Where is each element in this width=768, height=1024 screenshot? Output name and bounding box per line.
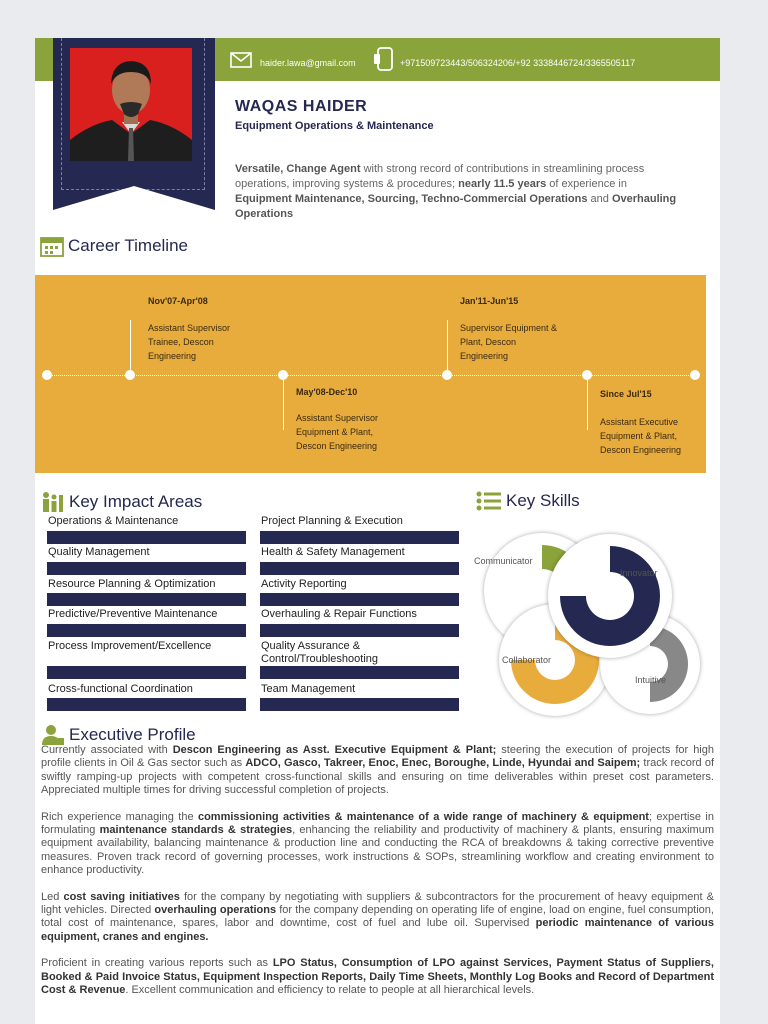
timeline-date-2: May'08-Dec'10 xyxy=(296,387,358,397)
timeline-date-4: Since Jul'15 xyxy=(600,389,652,399)
impact-area-bar xyxy=(260,593,459,606)
impact-area-label: Resource Planning & Optimization xyxy=(48,578,216,590)
impact-area-label: Activity Reporting xyxy=(261,578,347,590)
impact-area-label: Quality Management xyxy=(48,546,150,558)
impact-area-bar xyxy=(47,593,246,606)
candidate-title: Equipment Operations & Maintenance xyxy=(235,120,434,132)
impact-area-label: Cross-functional Coordination xyxy=(48,683,193,695)
profile-paragraph-4: Proficient in creating various reports such as LPO Status, Consumption of LPO against Services, Payment Status of Suppliers, Booked & Paid Invoice Status, Equipment Inspection Reports, Daily Time Sheets, Monthly Log Books and Record of Department Cost & Revenue. Excellent communication and efficiency to relate to people at all hierarchical levels. xyxy=(41,957,714,997)
timeline-date-1: Nov'07-Apr'08 xyxy=(148,296,208,306)
people-chart-icon xyxy=(41,491,65,513)
profile-paragraph-2: Rich experience managing the commissioning activities & maintenance of a wide range of machinery & equipment; expertise in formulating maintenance standards & strategies, enhancing the reliability and productivity of machinery & plants, ensuring maximum equipment availability, balancing maintenance & production line and conducting the RCA of breakdowns & taking corrective preventive measures. Proven track record of governing processes, work instructions & SOPs, streamlining workflow and creating environment to enhance productivity. xyxy=(41,810,714,877)
impact-area-label: Health & Safety Management xyxy=(261,546,405,558)
email-text[interactable]: haider.lawa@gmail.com xyxy=(260,58,356,68)
impact-area-label: Team Management xyxy=(261,683,356,695)
impact-area-bar xyxy=(260,698,459,711)
profile-ribbon xyxy=(53,38,215,210)
impact-area-bar xyxy=(47,624,246,637)
key-impact-heading: Key Impact Areas xyxy=(41,491,202,513)
profile-photo xyxy=(70,48,192,161)
career-timeline xyxy=(35,275,706,473)
impact-area-label: Operations & Maintenance xyxy=(48,515,179,527)
skill-arc xyxy=(560,546,660,646)
skill-donut-innovator xyxy=(548,534,672,658)
list-icon xyxy=(476,491,502,511)
impact-area-label: Project Planning & Execution xyxy=(261,515,403,527)
impact-area-label: Overhauling & Repair Functions xyxy=(261,608,417,620)
phone-icon xyxy=(372,46,396,72)
impact-area-bar xyxy=(260,624,459,637)
profile-paragraph-3: Led cost saving initiatives for the company by negotiating with suppliers & subcontractors for the procurement of heavy equipment & light vehicles. Directed overhauling operations for the company depending on operating life of engine, load on engine, fuel consumption, total cost of maintenance, spares, labor and downtime, cost of fuel and lube oil. Supervised periodic maintenance of various equipment, cranes and engines. xyxy=(41,890,715,943)
impact-area-bar xyxy=(260,562,459,575)
skill-label: Communicator xyxy=(474,556,533,566)
impact-area-bar xyxy=(260,531,459,544)
skill-label: Collaborator xyxy=(502,655,552,665)
executive-profile-heading: Executive Profile xyxy=(41,724,196,746)
impact-area-bar xyxy=(47,531,246,544)
impact-area-label: Predictive/Preventive Maintenance xyxy=(48,608,218,620)
candidate-name: WAQAS HAIDER xyxy=(235,98,368,115)
summary-text: Versatile, Change Agent with strong record of contributions in streamlining process operations, improving systems & procedures; nearly 11.5 years of experience in Equipment Maintenance, Sourcing, Techno-Commercial Operations and Overhauling Operations xyxy=(235,163,677,220)
timeline-role-4: Assistant Executive Equipment & Plant, Descon Engineering xyxy=(600,417,682,455)
timeline-date-3: Jan'11-Jun'15 xyxy=(460,296,519,306)
person-icon xyxy=(41,724,65,746)
career-timeline-heading: Career Timeline xyxy=(40,235,188,257)
phone-text: +971509723443/506324206/+92 3338446724/3365505117 xyxy=(400,58,636,68)
impact-area-bar xyxy=(47,666,246,679)
impact-area-bar xyxy=(47,698,246,711)
timeline-role-3: Supervisor Equipment & Plant, Descon Engineering xyxy=(460,323,558,361)
impact-area-bar xyxy=(260,666,459,679)
impact-area-label: Quality Assurance & Control/Troubleshooting xyxy=(261,640,378,665)
skill-label: Intuitive xyxy=(635,675,667,685)
profile-paragraph-1: Currently associated with Descon Engineering as Asst. Executive Equipment & Plant; steering the execution of projects for high profile clients in Oil & Gas sector such as ADCO, Gasco, Takreer, Enoc, Enec, Boroughe, Linde, Hyundai and Saipem; track record of swiftly ramping-up projects with competent cross-functional skills and ensuring on time deliverables within preset cost parameters. Appreciated multiple times for driving successful completion of projects. xyxy=(41,744,715,797)
impact-area-label: Process Improvement/Excellence xyxy=(48,640,212,652)
resume-page xyxy=(35,38,720,1024)
impact-area-bar xyxy=(47,562,246,575)
skill-label: Innovator xyxy=(620,568,658,578)
timeline-role-1: Assistant Supervisor Trainee, Descon Engineering xyxy=(148,323,231,361)
timeline-role-2: Assistant Supervisor Equipment & Plant, Descon Engineering xyxy=(296,413,379,451)
calendar-icon xyxy=(40,235,64,257)
key-skills-heading: Key Skills xyxy=(476,491,580,511)
email-icon xyxy=(229,49,253,69)
executive-profile-text xyxy=(41,744,714,1011)
